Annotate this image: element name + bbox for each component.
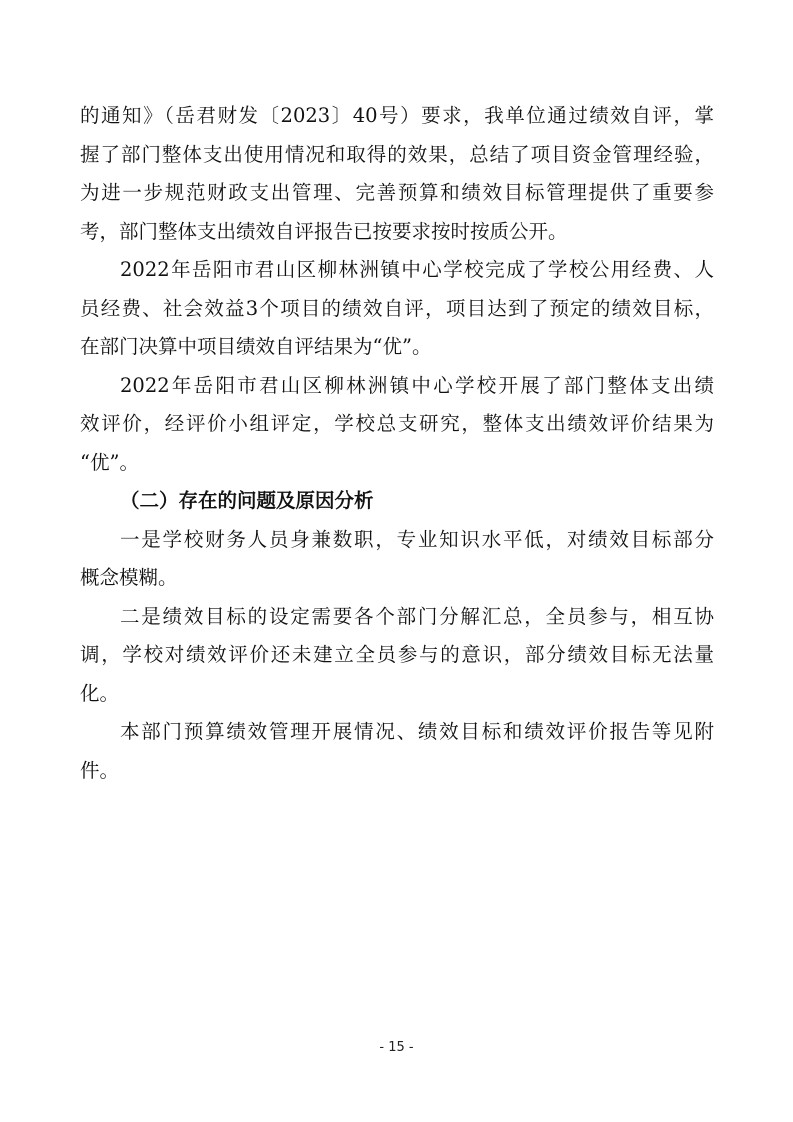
- paragraph-project-self-evaluation: [80, 251, 714, 367]
- text-line: 效评价，经评价小组评定，学校总支研究，整体支出绩效评价结果为: [80, 412, 714, 435]
- text-line: 概念模糊。: [80, 566, 178, 589]
- text-line: “优”。: [80, 450, 139, 474]
- text-line: 员经费、社会效益3个项目的绩效自评，项目达到了预定的绩效目标，: [80, 296, 714, 320]
- text-line: 的通知》（岳君财发〔2023〕40号）要求，我单位通过绩效自评，掌: [80, 104, 714, 127]
- text-line: 二是绩效目标的设定需要各个部门分解汇总，全员参与，相互协: [120, 604, 714, 628]
- document-body: [80, 97, 714, 790]
- text-line: 为进一步规范财政支出管理、完善预算和绩效目标管理提供了重要参: [80, 181, 714, 204]
- text-line: 本部门预算绩效管理开展情况、绩效目标和绩效评价报告等见附: [120, 720, 714, 743]
- text-line: 化。: [80, 681, 120, 705]
- paragraph-continuation: [80, 97, 714, 251]
- text-line: 握了部门整体支出使用情况和取得的效果，总结了项目资金管理经验，: [80, 142, 714, 166]
- paragraph-problem-one: [80, 521, 714, 598]
- text-line: 件。: [80, 758, 120, 782]
- text-line: 调，学校对绩效评价还未建立全员参与的意识，部分绩效目标无法量: [80, 643, 714, 666]
- text-line: 2022年岳阳市君山区柳林洲镇中心学校开展了部门整体支出绩: [120, 373, 714, 397]
- paragraph-problem-two: [80, 598, 714, 714]
- text-line: 考，部门整体支出绩效自评报告已按要求按时按质公开。: [80, 219, 568, 243]
- text-line: 在部门决算中项目绩效自评结果为“优”。: [80, 335, 432, 358]
- paragraph-attachment-note: [80, 713, 714, 790]
- text-line: 2022年岳阳市君山区柳林洲镇中心学校完成了学校公用经费、人: [120, 258, 714, 281]
- page-number: - 15 -: [379, 1040, 414, 1055]
- paragraph-overall-evaluation: [80, 367, 714, 483]
- section-heading: （二）存在的问题及原因分析: [120, 489, 374, 512]
- text-line: 一是学校财务人员身兼数职，专业知识水平低，对绩效目标部分: [120, 527, 714, 551]
